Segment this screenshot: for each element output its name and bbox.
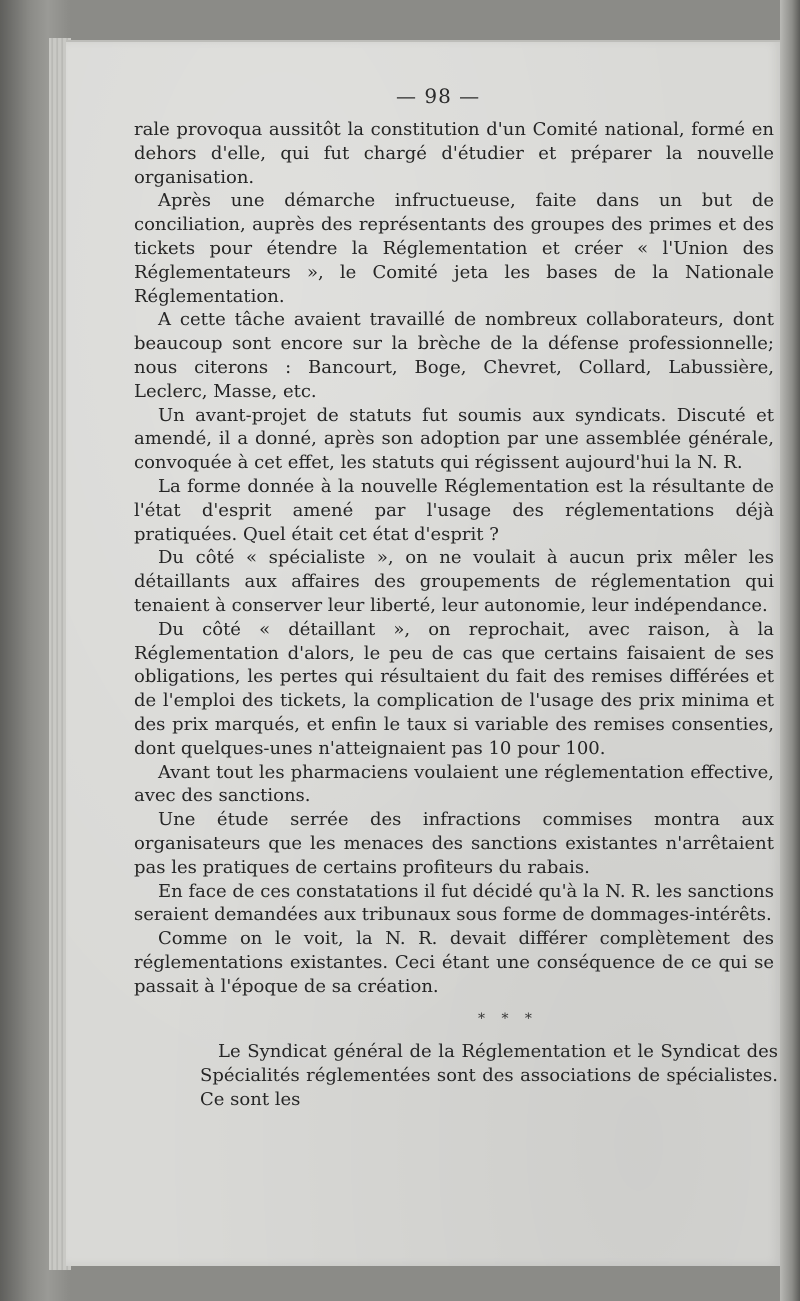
- section-separator: * * *: [478, 1011, 538, 1027]
- paragraph: A cette tâche avaient travaillé de nombreux collaborateurs, dont beaucoup sont encore sur la brèche de la défense professionnelle; nous citerons : Bancourt, Boge, Chevret, Collard, Labussière, Leclerc, Masse, etc.: [134, 309, 774, 402]
- paragraph: rale provoqua aussitôt la constitution d'un Comité national, formé en dehors d'elle, qui fut chargé d'étudier et préparer la nouvelle organisation.: [134, 119, 774, 188]
- paragraph: Le Syndicat général de la Réglementation et le Syndicat des Spécialités réglementées sont des associations de spécialistes. Ce sont les: [200, 1041, 778, 1110]
- paragraph: Après une démarche infructueuse, faite dans un but de conciliation, auprès des représentants des groupes des primes et des tickets pour étendre la Réglementation et créer « l'Union des Réglementateurs », le Comité jeta les bases de la Nationale Réglementation.: [134, 190, 774, 307]
- paragraph: Du côté « détaillant », on reprochait, avec raison, à la Réglementation d'alors, le peu de cas que certains faisaient de ses obligations, les pertes qui résultaient du fait des remises différées et de l'emploi des tickets, la complication de l'usage des prix minima et des prix marqués, et enfin le taux si variable des remises consenties, dont quelques-unes n'atteignaient pas 10 pour 100.: [134, 618, 774, 759]
- page-number: — 98 —: [396, 84, 481, 108]
- closing-text: [200, 1040, 778, 1111]
- paragraph: Du côté « spécialiste », on ne voulait à aucun prix mêler les détaillants aux affaires des groupements de réglementation qui tenaient à conserver leur liberté, leur autonomie, leur indépendance.: [134, 547, 774, 616]
- binding-shadow: [780, 0, 800, 1301]
- paragraph: Avant tout les pharmaciens voulaient une réglementation effective, avec des sanctions.: [134, 761, 774, 807]
- paragraph: Une étude serrée des infractions commises montra aux organisateurs que les menaces des sanctions existantes n'arrêtaient pas les pratiques de certains profiteurs du rabais.: [134, 809, 774, 878]
- paragraph: Un avant-projet de statuts fut soumis aux syndicats. Discuté et amendé, il a donné, après son adoption par une assemblée générale, convoquée à cet effet, les statuts qui régissent aujourd'hui la N. R.: [134, 404, 774, 474]
- paragraph: La forme donnée à la nouvelle Réglementation est la résultante de l'état d'esprit amené par l'usage des réglementations déjà pratiquées. Quel était cet état d'esprit ?: [134, 475, 774, 545]
- paragraph: En face de ces constatations il fut décidé qu'à la N. R. les sanctions seraient demandées aux tribunaux sous forme de dommages-intérêts.: [134, 880, 774, 926]
- paragraph: Comme on le voit, la N. R. devait différer complètement des réglementations existantes. Ceci étant une conséquence de ce qui se passait à l'époque de sa création.: [134, 928, 774, 997]
- main-text: [134, 118, 774, 998]
